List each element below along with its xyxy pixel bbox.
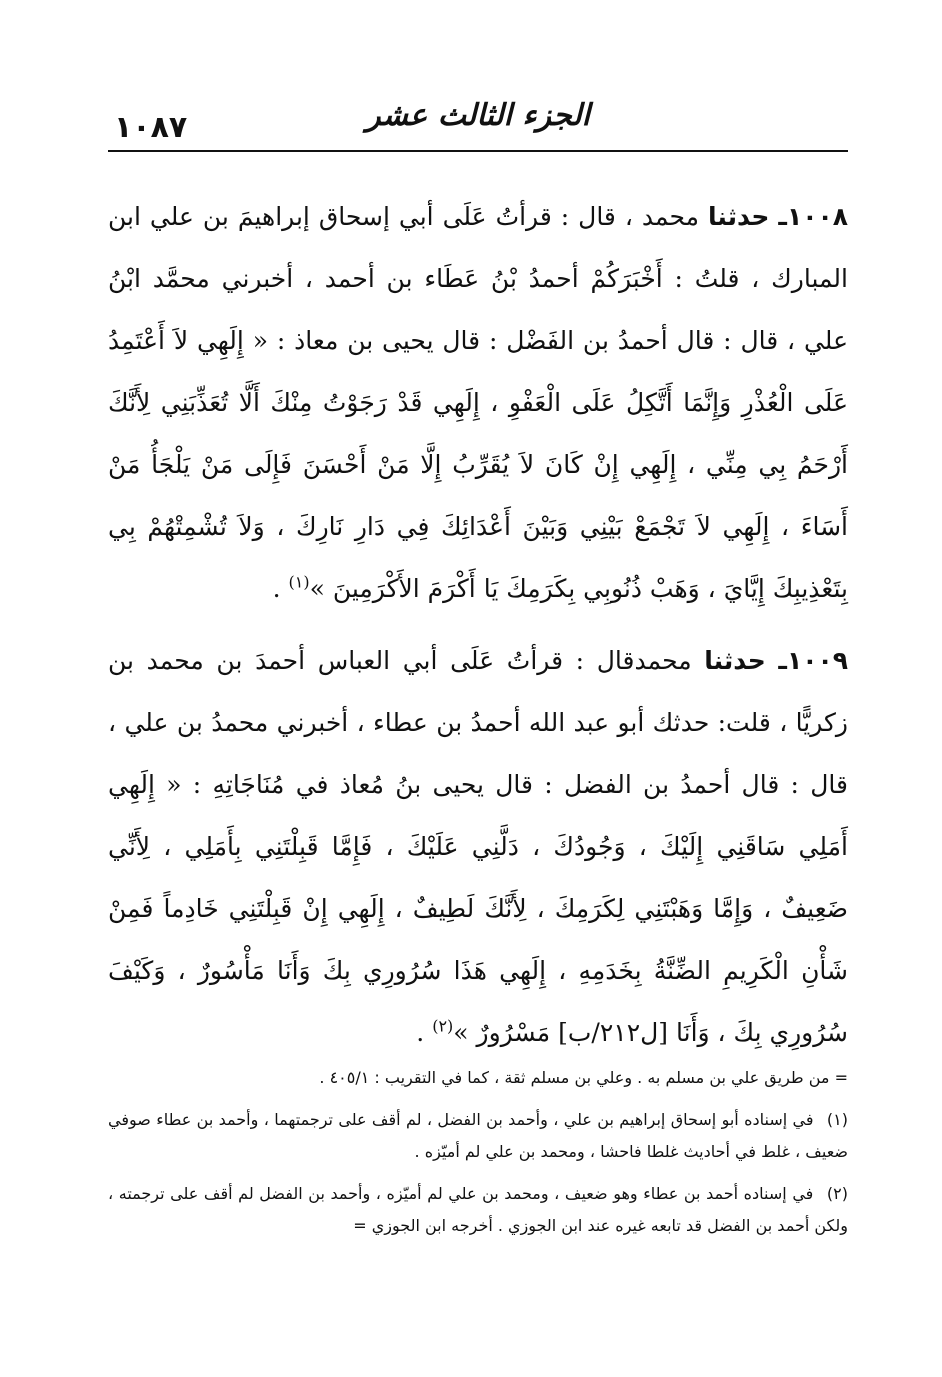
- entry-text: محمدقال : قرأتُ عَلَى أبي العباس أحمدَ بن محمد بن زكريًّا ، قلت: حدثك أبو عبد الله أحمدُ بن عطاء ، أخبرني محمدُ بن علي ، قال : قال أحمدُ بن الفضل : قال يحيى بنُ مُعاذ في مُنَاجَاتِهِ : « إِلَهِي أَمَلِي سَاقَنِي إِلَيْكَ ، وَجُودُكَ ، دَلَّنِي عَلَيْكَ ، فَإِمَّا قَبِلْتَنِي بِأَمَلِي ، لِأَنِّي ضَعِيفٌ ، وَإِمَّا وَهَبْتَنِي لِكَرَمِكَ ، لِأَنَّكَ لَطِيفٌ ، إِلَهِي إِنْ قَبِلْتَنِي خَادِماً فَمِنْ شَأْنِ الْكَرِيمِ الضِّنَّةُ بِخَدَمِهِ ، إِلَهِي هَذَا سُرُورِي بِكَ وَأَنَا مَأْسُورٌ ، وَكَيْفَ سُرُورِي بِكَ ، وَأَنَا [ل٢١٢/ب] مَسْرُورٌ »: [108, 646, 848, 1047]
- entry-number: ١٠٠٨ـ: [778, 202, 849, 231]
- footnote-marker: (٢): [826, 1184, 848, 1203]
- footnote-1: [108, 1104, 848, 1168]
- entry-number: ١٠٠٩ـ: [778, 646, 848, 675]
- narration-keyword: حدثنا: [707, 202, 770, 231]
- footnote-marker: (١): [826, 1110, 848, 1129]
- narration-keyword: حدثنا: [704, 646, 766, 675]
- entry-end: .: [416, 1018, 433, 1047]
- running-title: الجزء الثالث عشر: [366, 98, 590, 133]
- entry-end: .: [272, 574, 289, 603]
- footnote-ref: (٢): [432, 1016, 454, 1036]
- page-header: [108, 92, 848, 152]
- footnotes: [108, 1062, 848, 1252]
- entry-text: محمد ، قال : قرأتُ عَلَى أبي إسحاق إبراهيمَ بن علي ابن المبارك ، قلتُ : أَخْبَرَكُمْ أحمدُ بْنُ عَطَاء بن أحمد ، أخبرني محمَّد ابْنُ علي ، قال : قال أحمدُ بن الفَضْل : قال يحيى بن معاذ : « إِلَهِي لاَ أَعْتَمِدُ عَلَى الْعُذْرِ وَإِنَّمَا أَتَّكِلُ عَلَى الْعَفْوِ ، إِلَهِي قَدْ رَجَوْتُ مِنْكَ أَلَّا تُعَذِّبَنِي لِأَنَّكَ أَرْحَمُ بِي مِنِّي ، إِلَهِي إِنْ كَانَ لاَ يُقَرِّبُ إِلَّا مَنْ أَحْسَنَ فَإِلَى مَنْ يَلْجَأُ مَنْ أَسَاءَ ، إِلَهِي لاَ تَجْمَعْ بَيْنِي وَبَيْنَ أَعْدَائِكَ فِي دَارِ نَارِكَ ، وَلاَ تُشْمِتْهُمْ بِي بِتَعْذِيبِكَ إِيَّايَ ، وَهَبْ ذُنُوبِي بِكَرَمِكَ يَا أَكْرَمَ الأَكْرَمِينَ »: [108, 202, 848, 603]
- footnote-ref: (١): [288, 572, 310, 592]
- footnote-text: في إسناده أحمد بن عطاء وهو ضعيف ، ومحمد بن علي لم أميّزه ، وأحمد بن الفضل لم أقف على ترجمته ، ولكن أحمد بن الفضل قد تابعه غيره عند ابن الجوزي . أخرجه ابن الجوزي =: [108, 1184, 848, 1235]
- footnote-continuation: [108, 1062, 848, 1094]
- footnote-text: = من طريق علي بن مسلم به . وعلي بن مسلم ثقة ، كما في التقريب : ٤٠٥/١ .: [319, 1068, 848, 1087]
- page-number: ١٠٨٧: [114, 110, 188, 145]
- hadith-entry-1009: [108, 630, 848, 1064]
- hadith-entry-1008: [108, 186, 848, 620]
- header-rule: [108, 150, 848, 152]
- main-text: [108, 186, 848, 1064]
- footnote-2: [108, 1178, 848, 1242]
- footnote-text: في إسناده أبو إسحاق إبراهيم بن علي ، وأحمد بن الفضل ، لم أقف على ترجمتهما ، وأحمد بن عطاء صوفي ضعيف ، غلط في أحاديث غلطا فاحشا ، ومحمد بن علي لم أميّزه .: [108, 1110, 848, 1161]
